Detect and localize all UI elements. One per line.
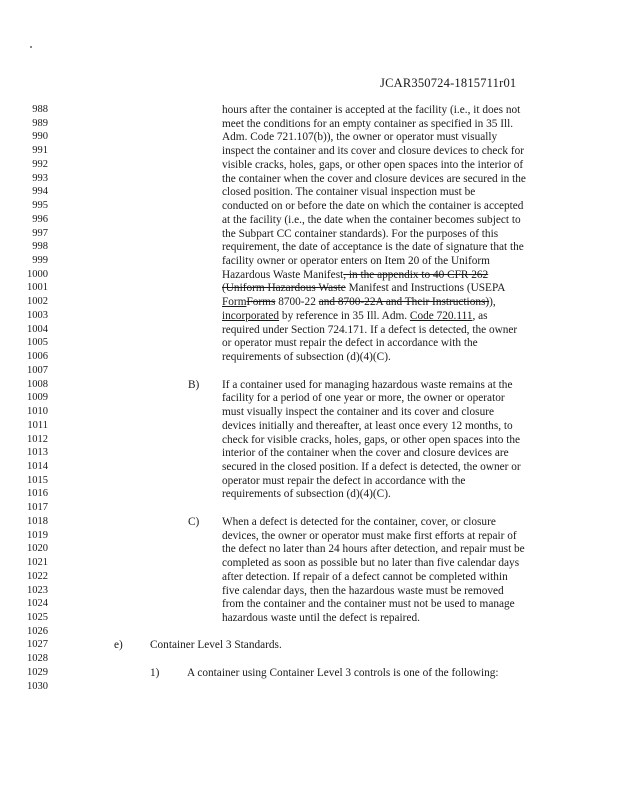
text-segment: conducted on or before the date on which the container is accepted	[222, 200, 524, 213]
document-line	[0, 570, 618, 584]
document-line	[0, 638, 618, 652]
line-number: 1001	[27, 282, 48, 294]
inserted-text: incorporated	[222, 309, 280, 322]
line-number: 1024	[27, 598, 48, 610]
text-segment: devices initially and thereafter, at least once every 12 months, to	[222, 419, 513, 432]
text-segment: inspect the container and its cover and closure devices to check for	[222, 145, 525, 158]
line-number: 1007	[27, 364, 48, 376]
line-text	[222, 487, 391, 501]
line-number: 996	[32, 213, 48, 225]
line-text	[222, 185, 475, 199]
line-number: 992	[32, 158, 48, 170]
text-segment: 8700-22	[275, 296, 319, 309]
line-number: 997	[32, 227, 48, 239]
line-text	[222, 130, 497, 144]
text-segment: five calendar days, then the hazardous waste must be removed	[222, 584, 504, 597]
line-number: 1012	[27, 433, 48, 445]
document-line	[0, 446, 618, 460]
line-text	[222, 597, 515, 611]
document-line	[0, 227, 618, 241]
document-line	[0, 268, 618, 282]
document-line	[0, 103, 618, 117]
document-line	[0, 309, 618, 323]
line-number: 1002	[27, 296, 48, 308]
document-line	[0, 666, 618, 680]
text-segment: closed position. The container visual inspection must be	[222, 186, 476, 199]
line-text	[222, 542, 525, 556]
line-text	[222, 172, 526, 186]
document-line	[0, 584, 618, 598]
line-number: 1003	[27, 309, 48, 321]
text-segment: ),	[489, 296, 496, 309]
line-text	[222, 570, 508, 584]
text-segment: meet the conditions for an empty container as specified in 35 Ill.	[222, 117, 514, 130]
line-number: 1027	[27, 639, 48, 651]
line-text	[222, 584, 504, 598]
line-number: 1023	[27, 584, 48, 596]
line-text	[222, 350, 391, 364]
document-line	[0, 158, 618, 172]
document-line	[0, 281, 618, 295]
line-number: 991	[32, 145, 48, 157]
line-number: 1008	[27, 378, 48, 390]
line-text	[222, 529, 517, 543]
line-number: 1009	[27, 392, 48, 404]
document-line	[0, 501, 618, 515]
line-number: 1029	[27, 666, 48, 678]
line-text	[222, 295, 496, 309]
line-number: 1016	[27, 488, 48, 500]
text-segment: Adm. Code 721.107(b)), the owner or operator must visually	[222, 131, 498, 144]
line-number: 1025	[27, 612, 48, 623]
text-segment: When a defect is detected for the container, cover, or closure	[222, 515, 496, 528]
document-line	[0, 625, 618, 639]
line-text	[222, 405, 494, 419]
text-segment: hazardous waste until the defect is repaired.	[222, 612, 420, 624]
text-segment: check for visible cracks, holes, gaps, or other open spaces into the	[222, 433, 521, 446]
line-number: 1021	[27, 557, 48, 569]
line-number: 1020	[27, 543, 48, 555]
text-segment: A container using Container Level 3 controls is one of the following:	[187, 666, 499, 679]
line-number: 994	[32, 186, 48, 198]
document-line	[0, 405, 618, 419]
document-line	[0, 172, 618, 186]
document-line	[0, 597, 618, 611]
text-segment: , as	[472, 309, 488, 322]
document-line	[0, 611, 618, 625]
document-line	[0, 185, 618, 199]
text-segment: requirements of subsection (d)(4)(C).	[222, 351, 391, 364]
text-segment: required under Section 724.171. If a defect is detected, the owner	[222, 323, 518, 336]
deleted-text: Forms	[246, 296, 276, 309]
line-text	[222, 446, 509, 460]
document-line	[0, 364, 618, 378]
text-segment: Manifest and Instructions (USEPA	[345, 282, 506, 295]
deleted-text: , in the appendix to 40 CFR 262	[343, 268, 489, 281]
line-number: 1005	[27, 337, 48, 349]
document-line	[0, 213, 618, 227]
line-number: 990	[32, 131, 48, 143]
text-segment: requirements of subsection (d)(4)(C).	[222, 488, 391, 501]
line-text	[222, 556, 519, 570]
document-line	[0, 460, 618, 474]
inserted-text: Form	[222, 296, 247, 309]
line-text	[222, 103, 520, 117]
line-text	[222, 433, 520, 447]
line-text	[222, 240, 524, 254]
line-number: 995	[32, 200, 48, 212]
line-text	[222, 213, 521, 227]
line-number: 999	[32, 255, 48, 267]
subsection-label: B)	[188, 378, 200, 391]
line-number: 998	[32, 241, 48, 253]
line-number: 1026	[27, 625, 48, 637]
line-number: 1011	[27, 419, 48, 431]
line-number: 1018	[27, 515, 48, 527]
document-line	[0, 515, 618, 529]
document-line	[0, 130, 618, 144]
subsection-label: C)	[188, 515, 200, 528]
line-text	[222, 515, 496, 529]
line-number: 1028	[27, 653, 48, 665]
inserted-text: Code 720.111	[409, 309, 473, 322]
text-segment: at the facility (i.e., the date when the container becomes subject to	[222, 213, 521, 226]
document-line	[0, 433, 618, 447]
text-segment: from the container and the container must not be used to manage	[222, 598, 515, 611]
line-text	[222, 391, 505, 405]
line-number: 1006	[27, 351, 48, 363]
subsection-label: 1)	[150, 666, 160, 679]
line-number: 1014	[27, 460, 48, 472]
line-number: 1017	[27, 502, 48, 514]
subsection-label: e)	[114, 639, 123, 652]
document-line	[0, 391, 618, 405]
text-segment: by reference in 35 Ill. Adm.	[279, 309, 410, 322]
line-text	[222, 460, 521, 474]
text-segment: must visually inspect the container and its cover and closure	[222, 406, 494, 419]
line-number: 989	[32, 117, 48, 129]
line-text	[222, 323, 517, 337]
text-segment: devices, the owner or operator must make first efforts at repair of	[222, 529, 517, 542]
line-text	[222, 611, 420, 625]
document-line	[0, 542, 618, 556]
line-number: 1004	[27, 323, 48, 335]
line-number: 1019	[27, 529, 48, 541]
document-line	[0, 529, 618, 543]
line-number: 1015	[27, 474, 48, 486]
document-line	[0, 378, 618, 392]
text-segment: or operator must repair the defect in accordance with the	[222, 337, 478, 350]
line-text	[222, 419, 513, 433]
line-number: 1000	[27, 268, 48, 280]
line-text	[222, 336, 478, 350]
line-text	[222, 309, 488, 323]
line-text	[222, 117, 513, 131]
document-line	[0, 419, 618, 433]
document-line	[0, 336, 618, 350]
text-segment: facility for a period of one year or more, the owner or operator	[222, 392, 505, 405]
line-text	[222, 199, 523, 213]
line-text	[222, 158, 523, 172]
text-segment: the defect no later than 24 hours after detection, and repair must be	[222, 543, 525, 556]
document-line	[0, 556, 618, 570]
line-text	[222, 378, 512, 392]
text-segment: visible cracks, holes, gaps, or other open spaces into the interior of	[222, 158, 524, 171]
deleted-text: and 8700-22A and Their Instructions)	[318, 296, 490, 309]
text-segment: after detection. If repair of a defect cannot be completed within	[222, 570, 508, 583]
line-text	[222, 281, 505, 295]
text-segment: Hazardous Waste Manifest	[222, 268, 344, 281]
line-text	[222, 254, 490, 268]
text-segment: completed as soon as possible but no later than five calendar days	[222, 557, 520, 570]
document-line	[0, 117, 618, 131]
document-line	[0, 295, 618, 309]
line-text	[222, 227, 498, 241]
document-line	[0, 680, 618, 694]
document-line	[0, 474, 618, 488]
line-number: 1022	[27, 570, 48, 582]
document-line	[0, 144, 618, 158]
scan-speck	[30, 46, 32, 48]
line-text	[222, 268, 488, 282]
deleted-text: (Uniform Hazardous Waste	[222, 282, 346, 295]
document-line	[0, 350, 618, 364]
line-number: 988	[32, 104, 48, 115]
document-line	[0, 254, 618, 268]
text-segment: interior of the container when the cover and closure devices are	[222, 447, 509, 460]
text-segment: secured in the closed position. If a defect is detected, the owner or	[222, 460, 521, 473]
line-number: 1010	[27, 406, 48, 418]
line-number: 1013	[27, 447, 48, 459]
line-text	[222, 144, 524, 158]
text-segment: operator must repair the defect in accordance with the	[222, 474, 466, 487]
document-line	[0, 240, 618, 254]
document-header-code: JCAR350724-1815711r01	[380, 76, 517, 90]
line-number: 1030	[27, 680, 48, 692]
text-segment: hours after the container is accepted at the facility (i.e., it does not	[222, 104, 521, 116]
line-text	[222, 474, 465, 488]
document-line	[0, 323, 618, 337]
text-segment: Container Level 3 Standards.	[150, 639, 282, 652]
text-segment: If a container used for managing hazardous waste remains at the	[222, 378, 513, 391]
text-segment: the Subpart CC container standards). For the purposes of this	[222, 227, 499, 240]
text-segment: facility owner or operator enters on Item 20 of the Uniform	[222, 255, 490, 268]
text-segment: the container when the cover and closure devices are secured in the	[222, 172, 526, 185]
document-line	[0, 487, 618, 501]
line-number: 993	[32, 172, 48, 184]
text-segment: requirement, the date of acceptance is the date of signature that the	[222, 241, 524, 254]
document-line	[0, 199, 618, 213]
line-text	[187, 666, 499, 680]
line-text	[150, 638, 282, 652]
document-line	[0, 652, 618, 666]
